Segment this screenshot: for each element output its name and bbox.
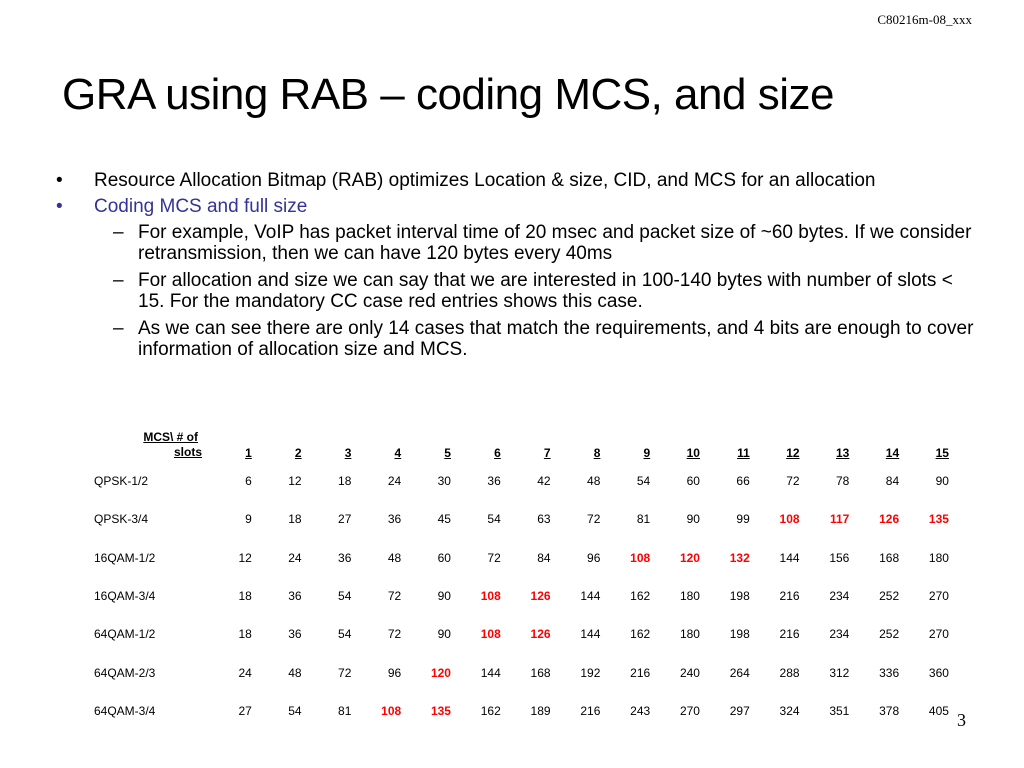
table-cell: 144: [779, 550, 800, 565]
table-cell-highlighted: 108: [480, 589, 501, 604]
column-header: 12: [786, 446, 800, 460]
table-cell: 72: [387, 627, 402, 642]
table-cell: 12: [238, 550, 252, 565]
table-cell: 18: [338, 474, 352, 489]
table-cell: 54: [338, 627, 352, 642]
table-cell-highlighted: 108: [381, 703, 402, 718]
table-cell: 66: [736, 474, 750, 489]
table-cell: 162: [480, 703, 501, 718]
table-cell: 12: [288, 474, 302, 489]
column-header: 3: [344, 446, 352, 460]
table-cell: 84: [537, 550, 551, 565]
mcs-slots-table: [88, 424, 949, 730]
table-cell: 180: [679, 627, 700, 642]
table-cell: 96: [387, 665, 402, 680]
table-cell: 36: [288, 627, 302, 642]
table-cell-highlighted: 126: [530, 589, 551, 604]
column-header: 6: [494, 446, 501, 460]
table-cell: 42: [537, 474, 551, 489]
table-cell: 72: [786, 474, 800, 489]
bullet-coding-mcs: [56, 196, 976, 217]
table-row: [88, 653, 949, 691]
bullet-text: Coding MCS and full size: [94, 196, 308, 217]
column-header: 14: [885, 446, 900, 460]
bullet-rab-description: [56, 170, 976, 191]
table-cell: 72: [387, 589, 402, 604]
sub-bullet-voip-example: [56, 222, 976, 264]
table-cell: 216: [630, 665, 651, 680]
bullet-icon: •: [56, 196, 63, 217]
table-cell: 60: [437, 550, 451, 565]
bullet-icon: •: [56, 170, 63, 191]
row-label: QPSK-3/4: [94, 512, 149, 527]
table-cell: 54: [288, 703, 302, 718]
table-cell: 72: [487, 550, 501, 565]
column-header: 4: [394, 446, 402, 460]
table-cell: 156: [829, 550, 850, 565]
table-cell: 216: [779, 627, 800, 642]
table-cell: 63: [537, 512, 551, 527]
sub-bullet-text: For example, VoIP has packet interval time of 20 msec and packet size of ~60 bytes. If we consider retransmission, then we can have 120 bytes every 40ms: [138, 222, 972, 264]
table-corner-label: [88, 424, 202, 462]
table-cell: 252: [879, 627, 900, 642]
table-cell: 9: [245, 512, 252, 527]
column-header: 13: [836, 446, 850, 460]
table-cell: 36: [288, 589, 302, 604]
row-label: 64QAM-3/4: [94, 703, 156, 718]
table-cell: 27: [338, 512, 352, 527]
sub-bullet-allocation-size: [56, 270, 976, 312]
table-cell: 81: [636, 512, 651, 527]
table-cell: 351: [829, 703, 850, 718]
table-cell-highlighted: 126: [530, 627, 551, 642]
table-cell: 162: [630, 627, 651, 642]
table-cell: 54: [636, 474, 651, 489]
table-cell: 90: [437, 627, 451, 642]
table-cell: 144: [580, 627, 601, 642]
table-cell: 78: [836, 474, 850, 489]
table-cell: 60: [686, 474, 700, 489]
corner-label-line2: slots: [173, 445, 202, 459]
table-row: [88, 615, 949, 653]
table-cell: 45: [437, 512, 451, 527]
table-cell: 189: [530, 703, 551, 718]
table-cell: 18: [288, 512, 302, 527]
table-cell: 243: [630, 703, 651, 718]
table-cell: 360: [928, 665, 949, 680]
table-cell: 252: [879, 589, 900, 604]
table-cell: 54: [487, 512, 501, 527]
table-cell: 18: [238, 627, 252, 642]
table-cell: 234: [829, 627, 850, 642]
sub-bullet-text: As we can see there are only 14 cases that match the requirements, and 4 bits are enough to cover information of allocation size and MCS.: [138, 318, 974, 360]
row-label: 16QAM-1/2: [94, 550, 156, 565]
table-cell-highlighted: 135: [430, 703, 451, 718]
table-cell: 84: [885, 474, 900, 489]
table-row: [88, 577, 949, 615]
table-cell: 336: [879, 665, 900, 680]
table-cell: 6: [245, 474, 252, 489]
table-cell-highlighted: 108: [630, 550, 651, 565]
table-row: [88, 539, 949, 577]
table-header-row: [88, 424, 949, 462]
table-row: [88, 462, 949, 500]
table-cell: 99: [736, 512, 750, 527]
table-cell: 234: [829, 589, 850, 604]
column-header: 8: [593, 446, 601, 460]
table-cell: 48: [587, 474, 601, 489]
column-header: 9: [643, 446, 651, 460]
slide-title: GRA using RAB – coding MCS, and size: [62, 70, 834, 119]
table-cell: 144: [480, 665, 501, 680]
table-cell-highlighted: 126: [879, 512, 900, 527]
column-header: 5: [444, 446, 451, 460]
table-cell: 216: [779, 589, 800, 604]
bullet-list: [56, 170, 976, 366]
table-cell: 72: [587, 512, 601, 527]
dash-icon: –: [113, 270, 124, 291]
table-cell: 324: [779, 703, 800, 718]
dash-icon: –: [113, 222, 124, 243]
table-cell: 24: [238, 665, 252, 680]
table-cell: 198: [729, 589, 750, 604]
column-header: 15: [935, 446, 949, 460]
table-cell: 180: [928, 550, 949, 565]
table-cell-highlighted: 120: [679, 550, 700, 565]
table-cell: 297: [729, 703, 750, 718]
dash-icon: –: [113, 318, 124, 339]
table-cell-highlighted: 108: [480, 627, 501, 642]
table-cell: 90: [935, 474, 949, 489]
table-cell: 270: [928, 627, 949, 642]
row-label: 64QAM-2/3: [94, 665, 156, 680]
table-cell: 270: [679, 703, 700, 718]
table-cell: 30: [437, 474, 451, 489]
table-cell: 36: [387, 512, 402, 527]
table-cell: 378: [879, 703, 900, 718]
column-header: 11: [737, 446, 750, 460]
row-label: 16QAM-3/4: [94, 589, 156, 604]
table-cell: 54: [338, 589, 352, 604]
table-cell: 192: [580, 665, 601, 680]
column-header: 10: [686, 446, 700, 460]
table-cell: 36: [338, 550, 352, 565]
table-cell: 162: [630, 589, 651, 604]
table-cell-highlighted: 120: [430, 665, 451, 680]
table-cell: 48: [387, 550, 402, 565]
page-number: 3: [957, 710, 966, 730]
sub-bullet-text: For allocation and size we can say that we are interested in 100-140 bytes with number of slots < 15. For the mandatory CC case red entries shows this case.: [138, 270, 953, 312]
table-cell: 36: [487, 474, 501, 489]
column-header: 7: [543, 446, 551, 460]
table-cell: 96: [587, 550, 601, 565]
table-row: [88, 500, 949, 538]
table-cell: 270: [928, 589, 949, 604]
table-cell: 240: [679, 665, 700, 680]
column-header: 2: [294, 446, 302, 460]
row-label: 64QAM-1/2: [94, 627, 156, 642]
table-cell: 312: [829, 665, 850, 680]
table-cell: 288: [779, 665, 800, 680]
table-cell: 48: [288, 665, 302, 680]
table-cell-highlighted: 135: [928, 512, 949, 527]
sub-bullet-cases-summary: [56, 318, 976, 360]
column-header: 1: [245, 446, 252, 460]
table-cell: 144: [580, 589, 601, 604]
table-cell: 81: [338, 703, 352, 718]
table-cell: 168: [530, 665, 551, 680]
table-cell: 24: [387, 474, 402, 489]
bullet-text: Resource Allocation Bitmap (RAB) optimizes Location & size, CID, and MCS for an allocation: [94, 170, 876, 191]
corner-label-line1: MCS\ # of: [143, 430, 198, 444]
table-cell: 24: [288, 550, 302, 565]
table-cell: 90: [686, 512, 700, 527]
table-cell-highlighted: 108: [779, 512, 800, 527]
document-id: C80216m-08_xxx: [877, 12, 972, 27]
table-cell: 27: [238, 703, 252, 718]
table-cell: 216: [580, 703, 601, 718]
table-cell: 405: [928, 703, 949, 718]
row-label: QPSK-1/2: [94, 474, 149, 489]
table-cell: 72: [338, 665, 352, 680]
table-cell-highlighted: 117: [830, 512, 850, 527]
table-cell: 198: [729, 627, 750, 642]
table-row: [88, 692, 949, 730]
table-cell-highlighted: 132: [729, 550, 750, 565]
table-cell: 264: [729, 665, 750, 680]
table-cell: 180: [679, 589, 700, 604]
table-cell: 168: [879, 550, 900, 565]
table-cell: 18: [238, 589, 252, 604]
table-cell: 90: [437, 589, 451, 604]
